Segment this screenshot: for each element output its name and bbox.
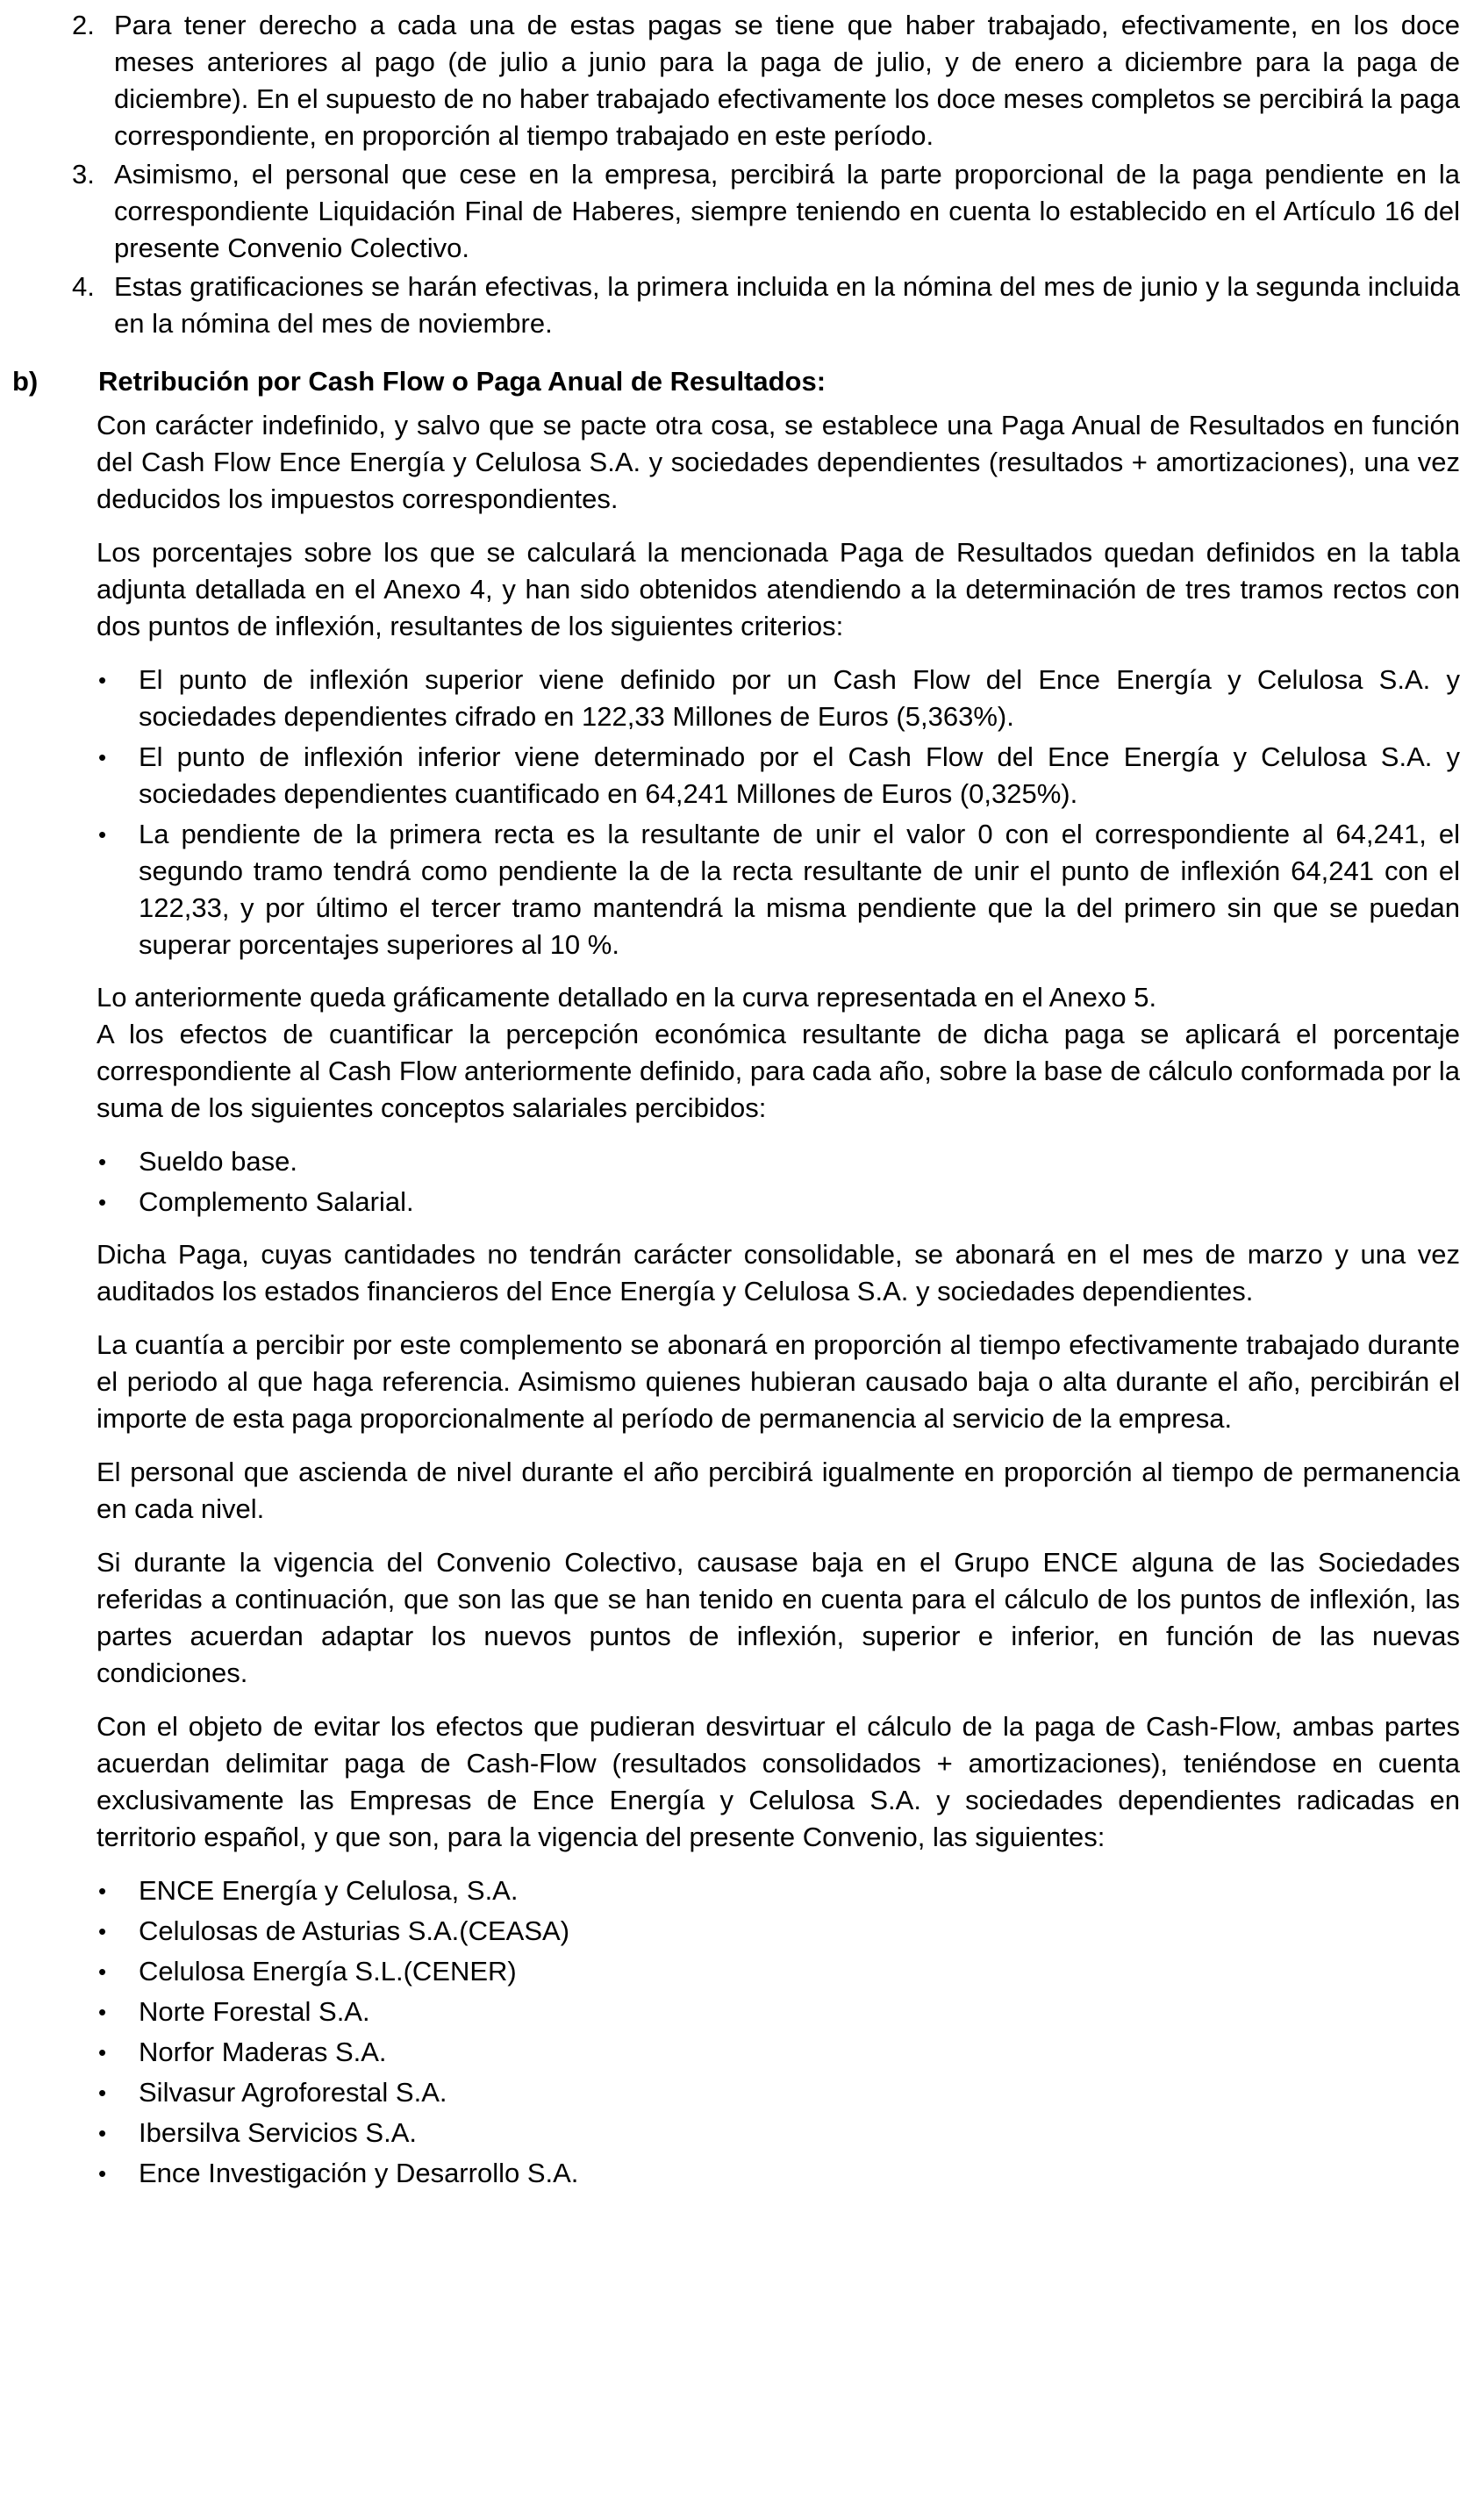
numbered-item	[72, 156, 1460, 267]
item-number: 3.	[72, 159, 95, 190]
list-item	[97, 816, 1460, 963]
bullet-icon: •	[98, 1958, 107, 1985]
item-text: Estas gratificaciones se harán efectivas, la primera incluida en la nómina del mes de junio y la segunda incluida en la nómina del mes de noviembre.	[114, 271, 1460, 339]
list-item	[97, 1872, 1460, 1909]
bullet-icon: •	[98, 1999, 107, 2025]
list-item-text: Ence Investigación y Desarrollo S.A.	[139, 2158, 579, 2188]
list-item-text: Complemento Salarial.	[139, 1186, 414, 1217]
numbered-item	[72, 268, 1460, 342]
list-item-text: Silvasur Agroforestal S.A.	[139, 2077, 447, 2108]
paragraph: Si durante la vigencia del Convenio Colectivo, causase baja en el Grupo ENCE alguna de las Sociedades referidas a continuación, que son las que se han tenido en cuenta para el cálculo de los puntos de inflexión, las partes acuerdan adaptar los nuevos puntos de inflexión, superior e inferior, en función de las nuevas condiciones.	[97, 1547, 1460, 1688]
bullet-icon: •	[98, 1189, 107, 1215]
list-item	[97, 1184, 1460, 1221]
list-item-text: El punto de inflexión inferior viene determinado por el Cash Flow del Ence Energía y Celulosa S.A. y sociedades dependientes cuantificado en 64,241 Millones de Euros (0,325%).	[139, 741, 1460, 809]
list-item	[97, 1953, 1460, 1990]
list-item-text: ENCE Energía y Celulosa, S.A.	[139, 1875, 519, 1906]
bullet-icon: •	[98, 667, 107, 693]
company-list	[97, 1872, 1460, 2192]
section-heading	[0, 363, 1460, 400]
paragraph: Dicha Paga, cuyas cantidades no tendrán carácter consolidable, se abonará en el mes de marzo y una vez auditados los estados financieros del Ence Energía y Celulosa S.A. y sociedades dependientes.	[97, 1239, 1460, 1307]
list-item	[97, 2115, 1460, 2151]
item-number: 4.	[72, 271, 95, 302]
section-letter: b)	[12, 366, 39, 397]
list-item	[97, 739, 1460, 813]
numbered-item	[72, 7, 1460, 154]
list-item-text: La pendiente de la primera recta es la resultante de unir el valor 0 con el correspondiente al 64,241, el segundo tramo tendrá como pendiente la de la recta resultante de unir el punto de inflexión 64,241 con el 122,33, y por último el tercer tramo mantendrá la misma pendiente que la del primero sin que se puedan superar porcentajes superiores al 10 %.	[139, 819, 1460, 960]
list-item	[97, 2155, 1460, 2192]
list-item-text: Norfor Maderas S.A.	[139, 2037, 387, 2067]
bullet-icon: •	[98, 821, 107, 848]
list-item	[97, 2074, 1460, 2111]
bullet-icon: •	[98, 2080, 107, 2106]
paragraph: A los efectos de cuantificar la percepción económica resultante de dicha paga se aplicará el porcentaje correspondiente al Cash Flow anteriormente definido, para cada año, sobre la base de cálculo conformada por la suma de los siguientes conceptos salariales percibidos:	[97, 1019, 1460, 1123]
list-item	[97, 1994, 1460, 2030]
list-item-text: Ibersilva Servicios S.A.	[139, 2117, 417, 2148]
salary-concepts-list	[97, 1143, 1460, 1221]
paragraph: Con el objeto de evitar los efectos que pudieran desvirtuar el cálculo de la paga de Cash-Flow, ambas partes acuerdan delimitar paga de Cash-Flow (resultados consolidados + amortizaciones), teniéndose en cuenta exclusivamente las Empresas de Ence Energía y Celulosa S.A. y sociedades dependientes radicadas en territorio español, y que son, para la vigencia del presente Convenio, las siguientes:	[97, 1711, 1460, 1852]
list-item	[97, 662, 1460, 735]
numbered-list	[72, 7, 1460, 342]
bullet-icon: •	[98, 2120, 107, 2146]
bullet-icon: •	[98, 1878, 107, 1904]
list-item	[97, 2034, 1460, 2071]
bullet-icon: •	[98, 2160, 107, 2187]
paragraph: Con carácter indefinido, y salvo que se pacte otra cosa, se establece una Paga Anual de Resultados en función del Cash Flow Ence Energía y Celulosa S.A. y sociedades dependientes (resultados + amortizaciones), una vez deducidos los impuestos correspondientes.	[97, 410, 1460, 514]
list-item-text: Celulosas de Asturias S.A.(CEASA)	[139, 1915, 570, 1946]
paragraph: La cuantía a percibir por este complemento se abonará en proporción al tiempo efectivamente trabajado durante el periodo al que haga referencia. Asimismo quienes hubieran causado baja o alta durante el año, percibirán el importe de esta paga proporcionalmente al período de permanencia al servicio de la empresa.	[97, 1329, 1460, 1434]
bullet-icon: •	[98, 1149, 107, 1175]
list-item-text: Sueldo base.	[139, 1146, 297, 1177]
criteria-list	[97, 662, 1460, 963]
list-item-text: Celulosa Energía S.L.(CENER)	[139, 1956, 517, 1987]
item-number: 2.	[72, 10, 95, 40]
section-title: Retribución por Cash Flow o Paga Anual de Resultados:	[98, 366, 826, 397]
list-item	[97, 1143, 1460, 1180]
section-body	[72, 407, 1460, 2192]
paragraph: Los porcentajes sobre los que se calculará la mencionada Paga de Resultados quedan definidos en la tabla adjunta detallada en el Anexo 4, y han sido obtenidos atendiendo a la determinación de tres tramos rectos con dos puntos de inflexión, resultantes de los siguientes criterios:	[97, 537, 1460, 641]
list-item-text: Norte Forestal S.A.	[139, 1996, 370, 2027]
bullet-icon: •	[98, 1918, 107, 1944]
item-text: Para tener derecho a cada una de estas pagas se tiene que haber trabajado, efectivamente, en los doce meses anteriores al pago (de julio a junio para la paga de julio, y de enero a diciembre para la paga de diciembre). En el supuesto de no haber trabajado efectivamente los doce meses completos se percibirá la paga correspondiente, en proporción al tiempo trabajado en este período.	[114, 10, 1460, 151]
paragraph: El personal que ascienda de nivel durante el año percibirá igualmente en proporción al tiempo de permanencia en cada nivel.	[97, 1457, 1460, 1524]
bullet-icon: •	[98, 744, 107, 770]
item-text: Asimismo, el personal que cese en la empresa, percibirá la parte proporcional de la paga pendiente en la correspondiente Liquidación Final de Haberes, siempre teniendo en cuenta lo establecido en el Artículo 16 del presente Convenio Colectivo.	[114, 159, 1460, 263]
list-item-text: El punto de inflexión superior viene definido por un Cash Flow del Ence Energía y Celulosa S.A. y sociedades dependientes cifrado en 122,33 Millones de Euros (5,363%).	[139, 664, 1460, 732]
list-item	[97, 1913, 1460, 1950]
bullet-icon: •	[98, 2039, 107, 2065]
paragraph: Lo anteriormente queda gráficamente detallado en la curva representada en el Anexo 5.	[97, 982, 1157, 1013]
